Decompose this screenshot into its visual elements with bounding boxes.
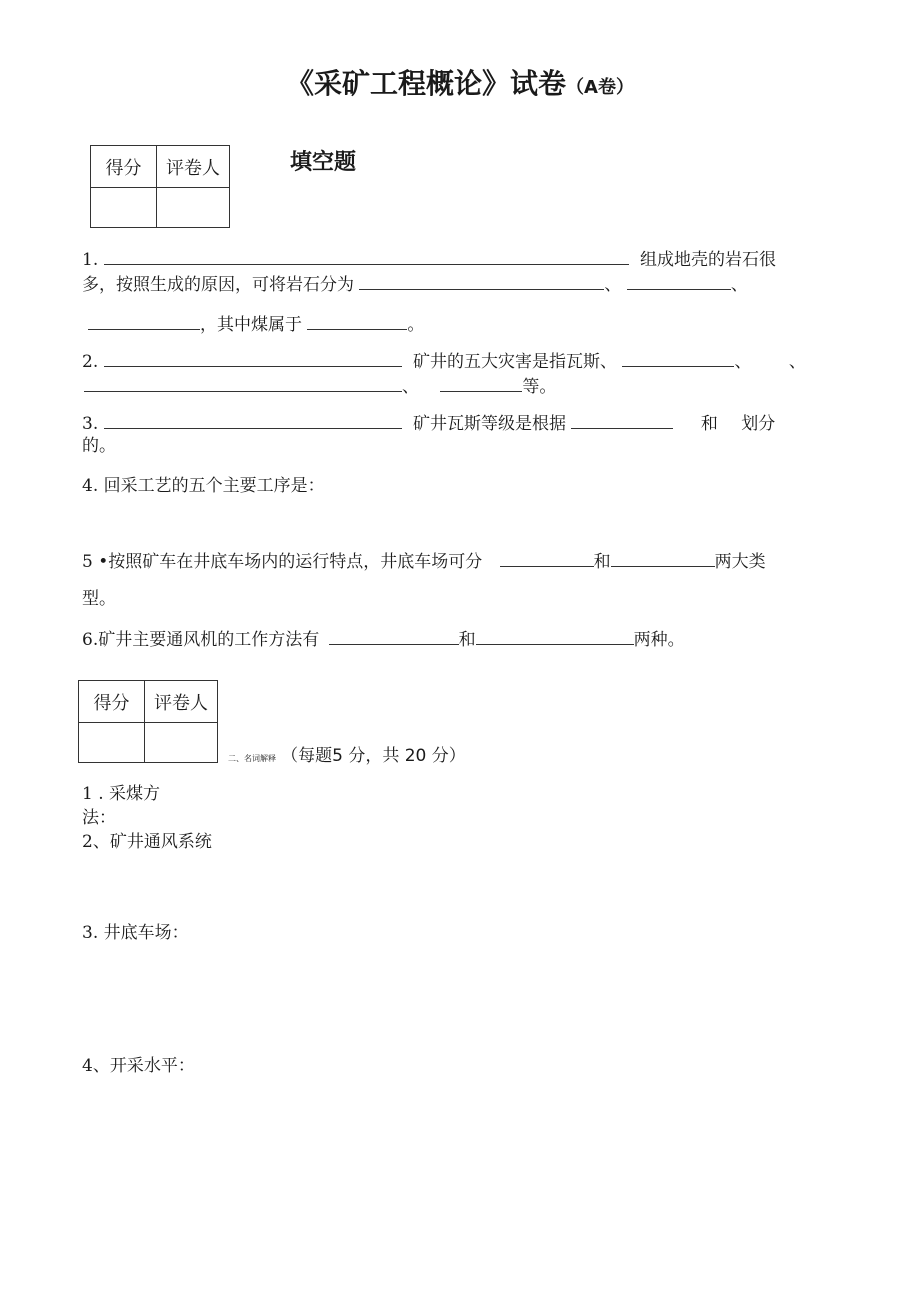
- q1-number: 1.: [82, 250, 99, 270]
- section2-info: （每题5 分，共 20 分）: [281, 746, 466, 766]
- section1-heading: 填空题: [290, 150, 357, 175]
- q1-blank-4[interactable]: [88, 312, 200, 330]
- exam-title-suffix: （A卷）: [566, 77, 634, 98]
- exam-title-main: 《采矿工程概论》试卷: [286, 67, 567, 100]
- q3-line2: 的。: [82, 436, 116, 456]
- grader-header: 评卷人: [145, 681, 218, 723]
- q1-line1: [82, 247, 776, 271]
- q2-number: 2.: [82, 352, 99, 372]
- q3-number: 3.: [82, 414, 99, 434]
- q5-line2: 型。: [82, 589, 116, 609]
- q3-blank-1[interactable]: [104, 411, 402, 429]
- q4-text: 4. 回采工艺的五个主要工序是：: [82, 476, 325, 496]
- q2-blank-2[interactable]: [622, 349, 734, 367]
- q1-end: 。: [407, 315, 425, 335]
- s2-q2: 2、矿井通风系统: [82, 832, 212, 852]
- score-header: 得分: [79, 681, 145, 723]
- q3-text: 矿井瓦斯等级是根据: [413, 414, 567, 434]
- q2-line1: [82, 349, 806, 373]
- q1-line2-text: 多，按照生成的原因，可将岩石分为: [82, 275, 354, 295]
- q1-blank-2[interactable]: [359, 272, 604, 290]
- section2-label: 二、名词解释: [228, 754, 276, 763]
- q6-tail: 两种。: [633, 630, 685, 650]
- q2-blank-3[interactable]: [84, 374, 402, 392]
- q3-tail: 划分: [741, 414, 776, 434]
- q1-blank-1[interactable]: [104, 247, 629, 265]
- s2-q4: 4、开采水平：: [82, 1056, 195, 1076]
- q5-blank-2[interactable]: [611, 549, 715, 567]
- q3-and: 和: [700, 414, 718, 434]
- q1-blank-3[interactable]: [627, 272, 731, 290]
- q2-line2: [84, 374, 556, 398]
- q3-blank-2[interactable]: [571, 411, 673, 429]
- q5-tail: 两大类: [714, 552, 766, 572]
- q6-blank-2[interactable]: [476, 627, 634, 645]
- s2-q1-line1: 1 . 采煤方: [82, 784, 161, 804]
- q1-sep-1: 、: [604, 275, 622, 295]
- q1-line3: [88, 312, 424, 336]
- q5-blank-1[interactable]: [500, 549, 594, 567]
- grader-cell[interactable]: [145, 723, 218, 763]
- exam-title: [0, 62, 920, 102]
- grader-cell[interactable]: [157, 188, 230, 228]
- q3-line1: [82, 411, 775, 435]
- score-header: 得分: [91, 146, 157, 188]
- q2-blank-1[interactable]: [104, 349, 402, 367]
- q2-sep-1: 、: [734, 352, 752, 372]
- q2-sep-2: 、: [788, 352, 806, 372]
- q2-sep-3: 、: [402, 377, 419, 397]
- q1-text: 组成地壳的岩石很: [640, 250, 777, 270]
- q2-blank-4[interactable]: [440, 374, 522, 392]
- q1-blank-5[interactable]: [307, 312, 407, 330]
- score-table-2: [78, 680, 218, 763]
- q6-and: 和: [458, 630, 476, 650]
- q2-text: 矿井的五大灾害是指瓦斯、: [413, 352, 618, 372]
- score-cell[interactable]: [79, 723, 145, 763]
- section2-heading: [228, 741, 466, 766]
- s2-q3: 3. 井底车场：: [82, 923, 189, 943]
- q1-line3-text: ，其中煤属于: [200, 315, 302, 335]
- q2-end: 等。: [522, 377, 557, 397]
- q1-line2: [82, 272, 748, 296]
- q5-and: 和: [593, 552, 611, 572]
- q1-sep-2: 、: [730, 275, 748, 295]
- q5-text: 5 •按照矿车在井底车场内的运行特点，井底车场可分: [82, 552, 483, 572]
- q5-line1: [82, 549, 766, 573]
- score-table-1: [90, 145, 230, 228]
- q6-line: [82, 627, 685, 651]
- q6-text: 6.矿井主要通风机的工作方法有: [82, 630, 320, 650]
- grader-header: 评卷人: [157, 146, 230, 188]
- s2-q1-line2: 法：: [82, 808, 116, 828]
- score-cell[interactable]: [91, 188, 157, 228]
- q6-blank-1[interactable]: [329, 627, 459, 645]
